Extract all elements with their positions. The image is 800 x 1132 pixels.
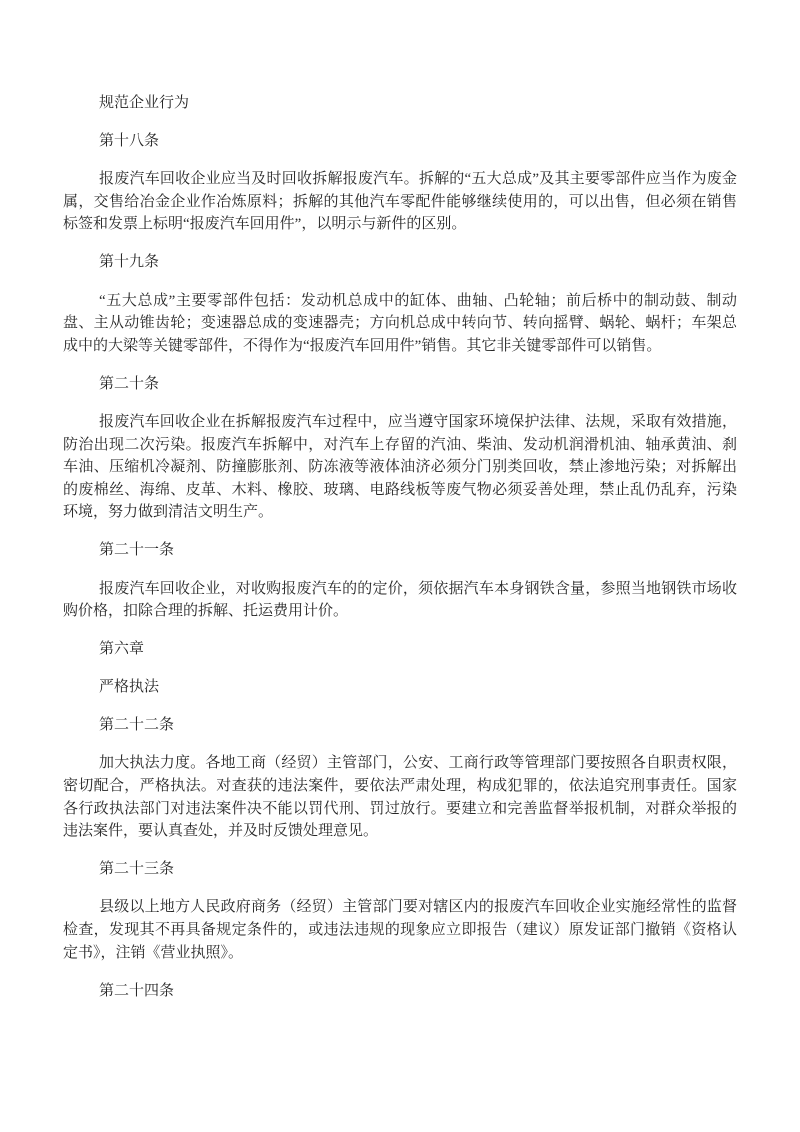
article-20-number: 第二十条 <box>99 375 160 392</box>
article-18-body: 报废汽车回收企业应当及时回收拆解报废汽车。拆解的“五大总成”及其主要零部件应当作为废金属，交售给冶金企业作冶炼原料；拆解的其他汽车零配件能够继续使用的，可以出售，但必须在销售标签和发票上标明“报废汽车回用件”，以明示与新件的区别。 <box>63 171 737 233</box>
article-19-body: “五大总成”主要零部件包括：发动机总成中的缸体、曲轴、凸轮轴；前后桥中的制动鼓、制动盘、主从动锥齿轮；变速器总成的变速器壳；方向机总成中转向节、转向摇臂、蜗轮、蜗杆；车架总成中的大梁等关键零部件，不得作为“报废汽车回用件”销售。其它非关键零部件可以销售。 <box>63 292 737 354</box>
article-21-body: 报废汽车回收企业，对收购报废汽车的的定价，须依据汽车本身钢铁含量，参照当地钢铁市场收购价格，扣除合理的拆解、托运费用计价。 <box>63 580 737 620</box>
article-20-body: 报废汽车回收企业在拆解报废汽车过程中，应当遵守国家环境保护法律、法规，采取有效措施，防治出现二次污染。报废汽车拆解中，对汽车上存留的汽油、柴油、发动机润滑机油、轴承黄油、刹车油、压缩机冷凝剂、防撞膨胀剂、防冻液等液体油济必须分门别类回收，禁止渗地污染；对拆解出的废棉丝、海绵、皮革、木料、橡胶、玻璃、电路线板等废气物必须妥善处理，禁止乱仍乱弃，污染环境，努力做到清洁文明生产。 <box>63 413 737 521</box>
chapter-5-title: 规范企业行为 <box>99 95 190 111</box>
article-23-body: 县级以上地方人民政府商务（经贸）主管部门要对辖区内的报废汽车回收企业实施经常性的监督检查，发现其不再具备规定条件的，或违法违规的现象应立即报告（建议）原发证部门撤销《资格认定书》，注销《营业执照》。 <box>63 899 737 961</box>
article-24-number: 第二十四条 <box>99 982 175 999</box>
article-21-number: 第二十一条 <box>99 542 175 559</box>
article-19-number: 第十九条 <box>99 254 160 271</box>
article-18-number: 第十八条 <box>99 133 160 150</box>
article-22-number: 第二十二条 <box>99 717 175 734</box>
chapter-6-number: 第六章 <box>99 641 145 658</box>
article-23-number: 第二十三条 <box>99 861 175 878</box>
chapter-6-title: 严格执法 <box>99 679 160 696</box>
article-22-body: 加大执法力度。各地工商（经贸）主管部门，公安、工商行政等管理部门要按照各自职责权限，密切配合，严格执法。对查获的违法案件，要依法严肃处理，构成犯罪的，依法追究刑事责任。国家各行政执法部门对违法案件决不能以罚代刑、罚过放行。要建立和完善监督举报机制，对群众举报的违法案件，要认真查处，并及时反馈处理意见。 <box>63 755 737 840</box>
